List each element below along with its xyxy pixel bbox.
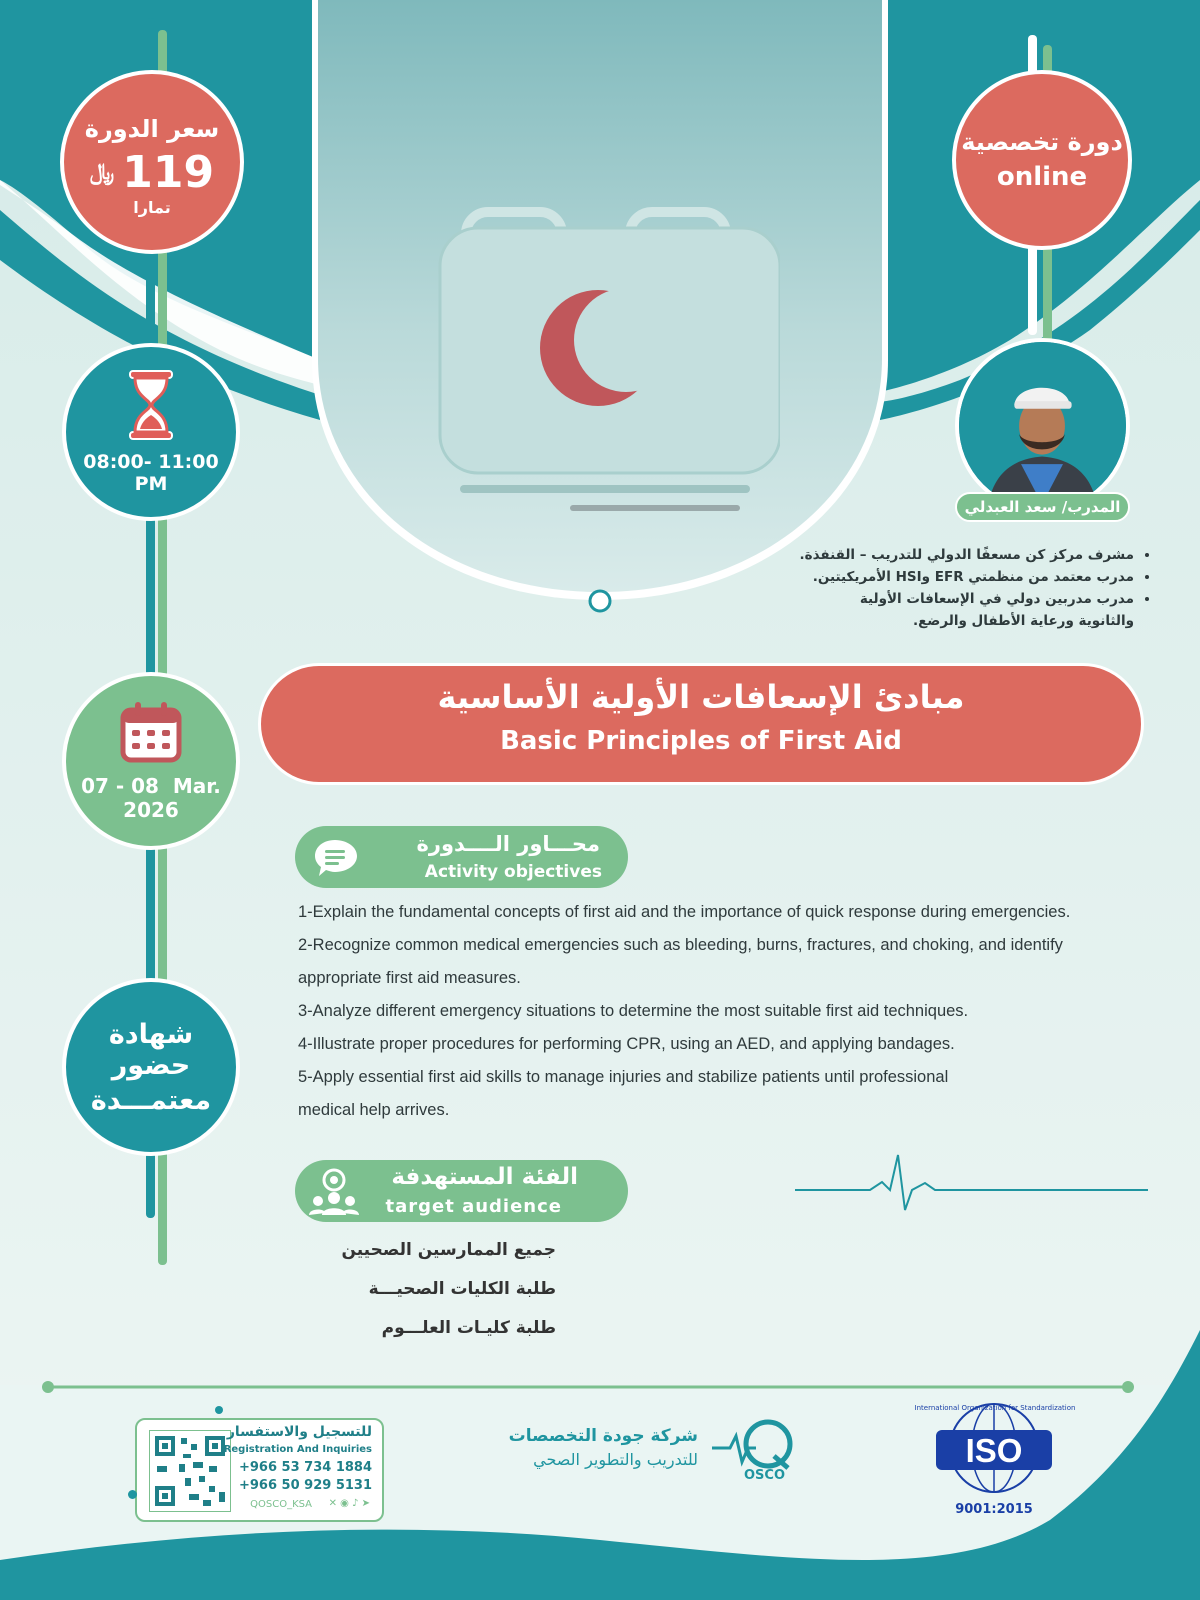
- audience-title-en: target audience: [385, 1196, 562, 1217]
- trainer-bio-item: • مدرب مدربين دولي في الإسعافات الأولية: [734, 588, 1134, 610]
- objectives-list: [298, 896, 1148, 1127]
- trainer-bio-item: والثانوية ورعاية الأطفال والرضع.: [912, 612, 1134, 629]
- date-badge: [62, 672, 240, 850]
- trainer-bio-item: • مشرف مركز كن مسعفًا الدولي للتدريب – القنفذة.: [734, 544, 1134, 566]
- calendar-icon: [119, 700, 183, 764]
- iso-number: 9001:2015: [955, 1502, 1033, 1517]
- company-logo-text: OSCO: [744, 1468, 786, 1483]
- contact-dot: [215, 1406, 223, 1414]
- date-year: 2026: [123, 798, 179, 822]
- trainer-avatar: [955, 342, 1130, 509]
- audience-item: طلبة كليـات العلـــوم: [381, 1318, 556, 1338]
- price-badge: [60, 70, 244, 254]
- trainer-bio: [734, 544, 1152, 632]
- contact-dot: [128, 1490, 137, 1499]
- contact-subtitle: Registration And Inquiries: [223, 1444, 372, 1455]
- contact-card: [135, 1418, 384, 1522]
- course-title-banner: [258, 663, 1144, 785]
- trainer-photo: [955, 338, 1130, 513]
- trainer-name: المدرب/ سعد العبدلي: [955, 492, 1130, 522]
- objective-line: 5-Apply essential first aid skills to manage injuries and stabilize patients until professional: [298, 1068, 949, 1086]
- chat-bubbles-icon: [313, 836, 359, 880]
- course-type-label: دورة تخصصية: [961, 128, 1123, 156]
- payment-brand: تمارا: [133, 198, 171, 217]
- price-label: سعر الدورة: [84, 115, 220, 143]
- time-period: PM: [134, 473, 168, 495]
- first-aid-kit-icon: [420, 200, 780, 540]
- audience-item: طلبة الكليات الصحيـــة: [368, 1279, 556, 1299]
- objective-line: 4-Illustrate proper procedures for performing CPR, using an AED, and applying bandages.: [298, 1035, 955, 1053]
- course-title-ar: مبادئ الإسعافات الأولية الأساسية: [437, 678, 965, 716]
- audience-title-ar: الفئة المستهدفة: [391, 1164, 578, 1190]
- company-tagline: للتدريب والتطوير الصحي: [533, 1450, 698, 1469]
- course-title-en: Basic Principles of First Aid: [500, 726, 902, 756]
- audience-heading: [295, 1160, 628, 1222]
- hourglass-icon: [126, 369, 176, 441]
- phone-2[interactable]: +966 50 929 5131: [238, 1478, 372, 1493]
- qr-code[interactable]: [149, 1430, 231, 1512]
- certificate-badge: [62, 978, 240, 1156]
- objectives-heading: [295, 826, 628, 888]
- objectives-title-en: Activity objectives: [424, 862, 602, 882]
- course-mode: online: [996, 162, 1088, 192]
- company-name: شركة جودة التخصصات: [508, 1426, 698, 1446]
- objective-line: medical help arrives.: [298, 1101, 450, 1119]
- contact-title: للتسجيل والاستفسار: [226, 1424, 372, 1440]
- time-range: 08:00- 11:00: [83, 451, 219, 473]
- social-handle[interactable]: QOSCO_KSA: [250, 1499, 312, 1510]
- objective-line: 3-Analyze different emergency situations to determine the most suitable first aid techniques.: [298, 1002, 969, 1020]
- target-audience-icon: [309, 1168, 359, 1216]
- date-range: 07 - 08 Mar.: [81, 774, 221, 798]
- time-badge: [62, 343, 240, 521]
- certificate-line2: معتمـــدة: [90, 1084, 212, 1116]
- audience-list: [330, 1236, 556, 1353]
- objective-line: appropriate first aid measures.: [298, 969, 521, 987]
- objective-line: 1-Explain the fundamental concepts of first aid and the importance of quick response during emergencies.: [298, 903, 1071, 921]
- certificate-line1: شهادة حضور: [108, 1018, 194, 1081]
- objectives-title-ar: محـــاور الــــدورة: [416, 832, 600, 856]
- course-type-badge: [952, 70, 1132, 250]
- objective-line: 2-Recognize common medical emergencies such as bleeding, burns, fractures, and choking, and identify: [298, 936, 1063, 954]
- price-amount: 119: [122, 147, 215, 198]
- trainer-bio-item: • مدرب معتمد من منظمتي EFR وHSI الأمريكيتين.: [734, 566, 1134, 588]
- riyal-icon: ﷼: [89, 160, 115, 185]
- audience-item: جميع الممارسين الصحيين: [341, 1240, 556, 1260]
- iso-text: ISO: [965, 1432, 1023, 1469]
- phone-1[interactable]: +966 53 734 1884: [238, 1460, 372, 1475]
- social-icons: ✕ ◉ ♪ ➤: [328, 1498, 370, 1509]
- iso-ring-text: International Organization for Standardization: [914, 1404, 1076, 1412]
